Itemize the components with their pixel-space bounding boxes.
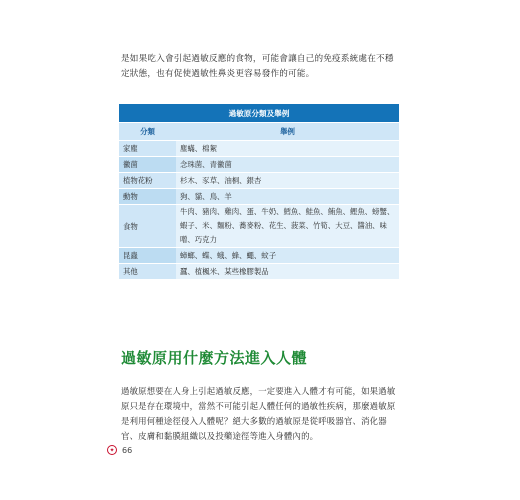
row-examples: 念珠菌、青黴菌 [176,157,399,173]
table-row [119,141,399,157]
row-category: 黴菌 [119,157,176,173]
allergen-table-container [119,104,399,280]
row-examples: 塵蟎、棉絮 [176,141,399,157]
body-paragraph: 過敏原想要在人身上引起過敏反應，一定要進入人體才有可能，如果過敏原只是存在環境中，當然不可能引起人體任何的過敏性疾病，那麼過敏原是利用何種途徑侵入人體呢？絕大多數的過敏原是從呼吸器官、消化器官、皮膚和黏膜組織以及投藥途徑等進入身體內的。 [121,386,396,441]
row-category: 其他 [119,264,176,280]
star-badge-icon: ✦ [107,445,117,455]
table-caption: 過敏原分類及舉例 [119,104,399,123]
table-row [119,264,399,280]
row-examples: 杉木、豕草、油桐、銀杏 [176,173,399,189]
row-examples: 牛肉、豬肉、雞肉、蛋、牛奶、鱈魚、鮭魚、鮪魚、鰹魚、螃蟹、蝦子、米、麵粉、蕎麥粉、花生、菠菜、竹筍、大豆、醬油、味噌、巧克力 [176,205,399,248]
row-category: 植物花粉 [119,173,176,189]
column-header-examples: 舉例 [176,123,399,141]
row-category: 家塵 [119,141,176,157]
table-row [119,173,399,189]
row-examples: 蠶、植楓米、某些橡膠製品 [176,264,399,280]
allergen-table [119,104,399,280]
page-footer [107,445,132,455]
section-heading: 過敏原用什麼方法進入人體 [121,349,308,367]
row-examples: 蟑螂、蝶、蛾、蜂、蠅、蚊子 [176,248,399,264]
table-row [119,189,399,205]
row-examples: 狗、貓、鳥、羊 [176,189,399,205]
table-row [119,248,399,264]
intro-paragraph: 是如果吃入會引起過敏反應的食物，可能會讓自己的免疫系統處在不穩定狀態，也有促使過敏性鼻炎更容易發作的可能。 [121,54,394,79]
row-category: 昆蟲 [119,248,176,264]
row-category: 動物 [119,189,176,205]
column-header-category: 分類 [119,123,176,141]
table-row [119,157,399,173]
row-category: 食物 [119,205,176,248]
table-row [119,205,399,248]
page-number: 66 [122,445,133,455]
